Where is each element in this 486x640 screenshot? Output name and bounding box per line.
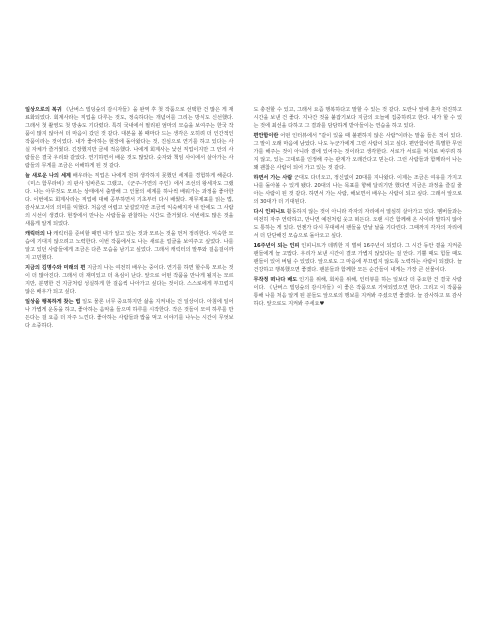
paragraph-heading: 편안함이란 — [253, 133, 279, 140]
paragraph-body: 어떤 인터뷰에서 "같이 있을 때 불편하지 않은 사람"이라는 말을 들은 적이 있다. 그 말이 오래 마음에 남았다. 나도 누군가에게 그런 사람이 되고 싶다. 편안함이란 특별한 무언가를 해주는 것이 아니라 곁에 있어주는 것이라고 생각한다. 서로가 서로를 억지로 바꾸려 하지 않고, 있는 그대로를 인정해 주는 관계가 오래간다고 믿는다. 그런 사람들과 함께라서 나는 꽤 괜찮은 사람이 되어 가고 있는 것 같다. — [253, 133, 462, 172]
paragraph-heading: 일상을 행복하게 찾는 법 — [25, 299, 81, 306]
paragraph-heading: 하면서 가는 사람 — [253, 175, 293, 182]
paragraph-body: 일도 물론 너무 중요하지만 삶을 지켜내는 건 일상이다. 아침에 일어나 가볍게 운동을 하고, 좋아하는 음악을 들으며 하루를 시작한다. 작은 것들이 모여 하루를 만든다는 걸 요즘 더 자주 느낀다. 좋아하는 사람들과 밥을 먹고 이야기를 나누는 시간이 무엇보다 소중하다. — [25, 299, 234, 330]
article-paragraph — [25, 298, 234, 330]
article-paragraph — [25, 230, 234, 262]
paragraph-heading: 지금의 김명수와 미래의 편 — [25, 265, 86, 272]
heart-icon: ♥ — [319, 301, 325, 308]
article-paragraph — [254, 132, 463, 172]
article-paragraph — [25, 264, 234, 296]
paragraph-body: 도 충전할 수 있고, 그래서 요즘 행복하다고 말할 수 있는 것 같다. 도란나 앞에 혼자 전진하고 시간을 보낸 건 좋다. 지나간 것을 붙잡기보다 지금의 오늘에 집중하려고 한다. 내가 할 수 있는 것에 최선을 다하고 그 결과를 담담하게 받아들이는 연습을 하고 있다. — [253, 107, 462, 130]
article-paragraph — [254, 242, 463, 274]
paragraph-heading: 16주년이 되는 인피 — [253, 243, 300, 250]
paragraph-body: 캐릭터를 준비할 때면 내가 알고 있는 것과 모르는 것을 먼저 정리한다. 익숙한 모습에 기대지 않으려고 노력한다. 이번 작품에서도 나는 새로운 얼굴을 보여주고 싶었다. 나를 알고 있던 사람들에게 조금은 다른 모습을 남기고 싶었다. 그래서 캐릭터의 말투와 걸음걸이까지 고민했다. — [25, 231, 234, 262]
paragraph-heading: 무작정 떠나다 배도 — [253, 277, 298, 284]
paragraph-body: 군대도 다녀오고, 정신없이 20대를 지나왔다. 이제는 조금은 여유를 가지고 나를 돌아볼 수 있게 됐다. 20대의 나는 목표를 향해 달리기만 했다면 지금은 과정을 즐길 줄 아는 사람이 된 것 같다. 하면서 가는 사람, 해보면서 배우는 사람이 되고 싶다. 그래서 앞으로의 30대가 더 기대된다. — [253, 175, 462, 206]
paragraph-body: 활동하지 않는 것이 아니라 각자의 자리에서 열심히 살아가고 있다. 멤버들과는 여전히 자주 연락하고, 만나면 예전처럼 웃고 떠든다. 오랜 시간 함께해 온 사이라 말하지 않아도 통하는 게 있다. 언젠가 다시 무대에서 팬들을 만날 날을 기다린다. 그때까지 각자의 자리에서 더 단단해진 모습으로 돌아오고 싶다. — [253, 209, 462, 240]
article-right-column — [254, 106, 463, 640]
article-left-column — [25, 106, 234, 640]
article-paragraph — [254, 208, 463, 240]
paragraph-heading: 늘 새로운 나의 세계 — [25, 173, 71, 180]
paragraph-body: 인기를 위해, 회차를 위해, 인터뷰를 하는 일보다 더 중요한 건 결국 사람이다. 《난버스 빌딩숲의 감시자들》이 좋은 작품으로 기억되었으면 한다. 그리고 이 작품을 통해 나를 처음 알게 된 분들도 앞으로의 행보를 지켜봐 주셨으면 좋겠다. 늘 감사하고 또 감사하다. 앞으로도 지켜봐 주세요 — [253, 277, 463, 308]
paragraph-body: 배우라는 직업은 나에게 전혀 생각하지 못했던 세계를 경험하게 해준다. 《미스 함무라비》의 판사 임바른도 그랬고, 《군주-가면의 주인》에서 조선의 왕세자도 그랬다. 나는 아무것도 모르는 상태에서 출발해 그 인물의 세계를 하나씩 배워가는 과정을 좋아한다. 이번에도 회계사라는 직업에 대해 공부하면서 기초부터 다시 배웠다. 재무제표를 읽는 법, 감사보고서의 의미를 익혔다. 처음엔 어렵고 낯설었지만 조금씩 익숙해지자 내 안에도 그 사람의 시선이 생겼다. 현장에서 만나는 사람들을 관찰하는 시간도 즐거웠다. 이번에도 많은 것을 새롭게 알게 되었다. — [25, 173, 234, 228]
article-paragraph — [254, 276, 463, 308]
paragraph-body: 《난버스 빌딩숲의 감시자들》을 완역 후 첫 작품으로 선택한 건 많은 게 재료화되었다. 회계사라는 직업을 다루는 것도, 정숙하다는 개념어를 그리는 방식도 신선했다. 그래서 첫 촬영도 첫 방송도 기다렸다. 특히 국내에서 필리핀 엄마의 모습을 보여주는 한국 작품이 많지 않아서 더 마음이 갔던 것 같다. 대본을 볼 때마다 드는 생각은 오히려 더 인간적인 작품이라는 것이었다. 내가 좋아하는 현장에 돌아왔다는 것, 진심으로 연기를 하고 있다는 사실 자체가 즐거웠다. 긴장했지만 금세 적응했다. 나에게 회계사는 낯선 직업이지만 그 안의 사람들은 결국 우리와 같았다. 연기하면서 배운 것도 많았다. 숫자와 책임 사이에서 살아가는 사람들의 무게를 조금은 이해하게 된 것 같다. — [25, 107, 234, 170]
article-paragraph — [254, 106, 463, 130]
article-paragraph — [25, 106, 234, 170]
paragraph-heading: 다시 인피니트 — [253, 209, 286, 216]
paragraph-body: 지금의 나는 여전히 배우는 중이다. 연기를 하면 할수록 모르는 것이 더 많아진다. 그래서 더 재미있고 더 욕심이 난다. 앞으로 어떤 작품을 만나게 될지는 모르지만, 분명한 건 지금처럼 성실하게 한 걸음씩 나아가고 싶다는 것이다. 스스로에게 부끄럽지 않은 배우가 되고 싶다. — [25, 265, 234, 296]
article-paragraph — [25, 172, 234, 228]
paragraph-heading: 일상으로의 복귀 — [25, 107, 62, 113]
article-paragraph — [254, 174, 463, 206]
paragraph-heading: 캐릭터의 나 — [25, 231, 52, 238]
paragraph-body: 인피니트가 데뷔한 지 벌써 16주년이 되었다. 그 시간 동안 곁을 지켜준 팬들에게 늘 고맙다. 우리가 보낸 시간이 결코 가볍지 않았다는 걸 안다. 기쁠 때도 힘들 때도 팬들이 있어 버틸 수 있었다. 앞으로도 그 마음에 부끄럽지 않도록 노력하는 사람이 되겠다. 늘 건강하고 행복했으면 좋겠다. 팬분들과 함께한 모든 순간들이 내게는 가장 큰 선물이다. — [253, 243, 463, 274]
